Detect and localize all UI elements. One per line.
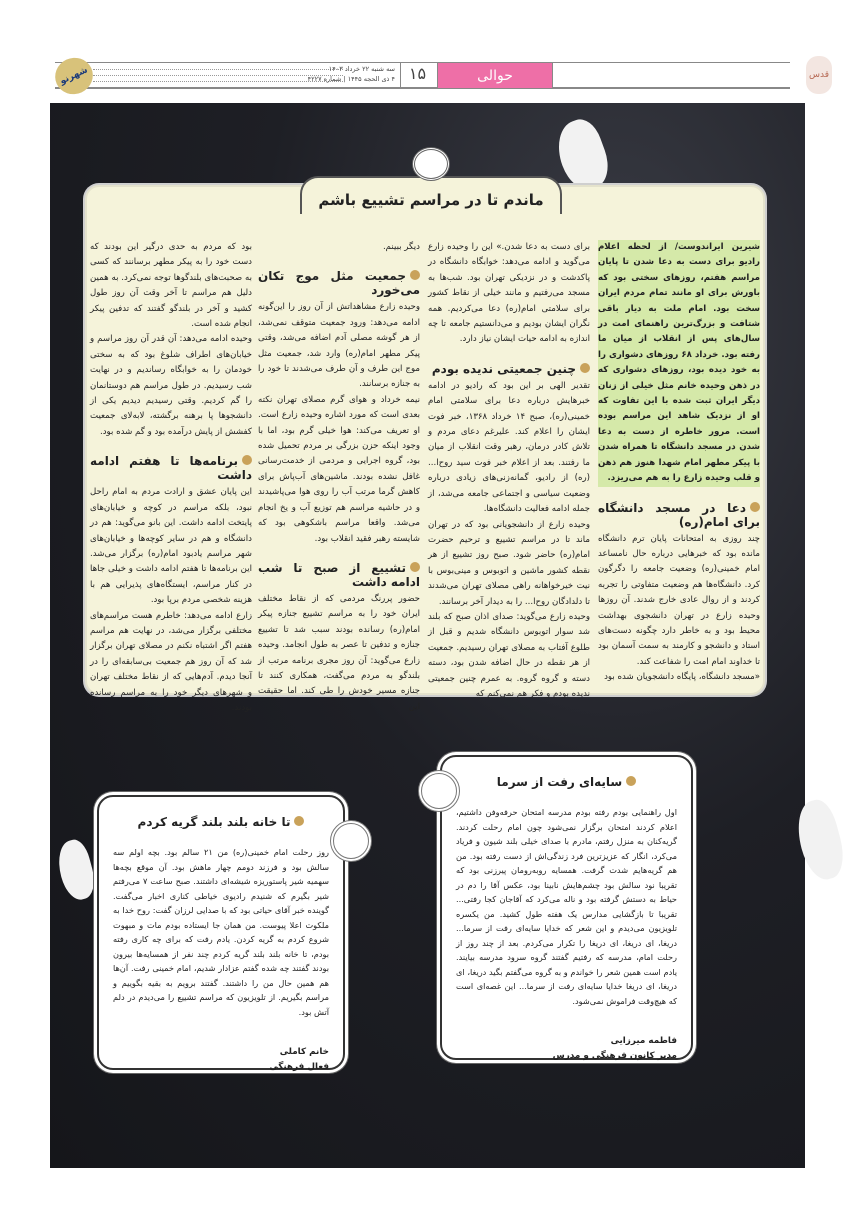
box-body: روز رحلت امام خمینی(ره) من ۲۱ سالم بود. بچه اولم سه سالش بود و فرزند دومم چهار ماهش بود. آن موقع بچه‌ها سهمیه شیر پاستوریزه شیشه‌ای داشتند. صبح ساعت ۷ می‌رفتم شیر بگیرم که شنیدم رادیوی خیاطی کناری اخبار می‌گفت. گوینده خبر آقای حیاتی بود که با صدایی لرزان گفت: روح خدا به ملکوت اعلا پیوست. من همان جا ایستاده بودم مات و مبهوت شروع کردم به گریه کردن. یادم رفت که برای چه کاری رفته بودم، تا خانه بلند بلند گریه کردم چند نفر از همسایه‌ها بیرون بودند گفتند چه شده گفتم عزادار شدیم، امام خمینی رفت. آن‌ها هم همین حال من را داشتند. گفتند برویم به بقیه بگوییم و مراسم بگیریم. از تلویزیون که مراسم تشییع را می‌دیدم در دلم آتش بود.: [113, 847, 329, 1017]
subheading: جمعیت مثل موج تکان می‌خورد: [258, 269, 420, 298]
lead-paragraph: [598, 240, 760, 487]
memoir-box-left: [97, 795, 345, 1070]
paragraph: وحیده زارع مشاهداتش از آن روز را این‌گونه ادامه می‌دهد: ورود جمعیت متوقف نمی‌شد، از هر گوشه مصلی آدم اضافه می‌شد، وقتی پیکر مطهر امام(ره) وارد شد، جمعیت مثل موج این طرف و آن طرف می‌شدند تا خود را به جنازه برسانند.: [258, 302, 420, 390]
memoir-box-right: [440, 755, 693, 1060]
article-column: [258, 240, 420, 715]
section-label: حوالی: [437, 63, 553, 88]
author-name: خانم کاملی: [279, 1047, 329, 1057]
signature: [442, 1034, 691, 1064]
subheading: دعا در مسجد دانشگاه برای امام(ره): [598, 500, 760, 529]
issue-date: [300, 64, 395, 84]
paragraph: وحیده زارع می‌گوید: صدای اذان صبح که بلند شد سوار اتوبوس دانشگاه شدیم و قبل از طلوع آفتاب به مصلای تهران رسیدیم. جمعیت از هر نقطه در حال اضافه شدن بود، دسته دسته و گروه گروه. به عمرم چنین جمعیتی ندیده بودم و فکر هم نمی‌کنم که: [428, 611, 590, 699]
paragraph: حضور پررنگ مردمی که از نقاط مختلف ایران خود را به مراسم تشییع جنازه پیکر امام(ره) رسانده بودند سبب شد تا تشییع جنازه و تدفین تا عصر به طول انجامد. وحیده زارع می‌گوید: آن روز مجری برنامه مرتب از بلندگو به مردم می‌گفت، همکاری کنند تا جنازه مسیر خودش را طی کند. اما حقیقت این: [258, 593, 420, 712]
subheading: برنامه‌ها تا هفتم ادامه داشت: [90, 454, 252, 483]
paragraph: بود که مردم به حدی درگیر این بودند که دست خود را به پیکر مطهر برسانند که کسی به صحبت‌های بلندگوها توجه نمی‌کرد. به همین دلیل هم مراسم تا آخر وقت آن روز طول کشید و آخر در بلندگو گفتند که تدفین پیکر انجام شده است.: [90, 242, 252, 330]
paragraph: چند روزی به امتحانات پایان ترم دانشگاه مانده بود که خبرهایی درباره حال نامساعد امام خمینی(ره) وضعیت جامعه را دگرگون کرد. دانشگاه‌ها هم وضعیت متفاوتی را تجربه کردند و از روال عادی خارج شدند. آن روزها وحیده زارع در تهران دانشجوی بهداشت محیط بود و به خاطر دارد چگونه دست‌های استاد و دانشجو و کارمند به سمت آسمان بود تا خداوند امام امت را شفاعت کند.: [598, 533, 760, 667]
page-number: ۱۵: [408, 64, 427, 83]
ornament-icon: [330, 820, 372, 862]
signature: [99, 1045, 343, 1075]
paragraph: این پایان عشق و ارادت مردم به امام راحل نبود، بلکه مراسم در کوچه و خیابان‌های پایتخت ادامه داشت. این بانو می‌گوید: هم در دانشگاه و هم در سایر کوچه‌ها و خیابان‌های شهر مراسم یادبود امام(ره) برگزار می‌شد. این برنامه‌ها تا هفتم ادامه داشت و خیلی جاها در کنار مراسم، ایستگاه‌های پذیرایی هم با هزینه شخصی مردم برپا بود.: [90, 487, 252, 606]
paragraph: دیگر ببینم.: [382, 242, 420, 252]
newspaper-logo: شهرنو: [49, 52, 99, 101]
paragraph: تقدیر الهی بر این بود که رادیو در ادامه خبرهایش درباره دعا برای سلامتی امام خمینی(ره)، صبح ۱۴ خرداد ۱۳۶۸، خبر فوت ایشان را اعلام کند. علیرغم دعای مردم و تلاش کادر درمان، رهبر وقت انقلاب از میان ما رفتند. بعد از اعلام خبر فوت سید روح‌ا...(ره) از رادیو، گمانه‌زنی‌های زیادی درباره وضعیت سیاسی و اجتماعی جامعه می‌شد، از جمله ادامه فعالیت دانشگاه‌ها.: [428, 380, 590, 515]
author-name: فاطمه میرزایی: [610, 1036, 677, 1046]
paragraph: وحیده ادامه می‌دهد: آن قدر آن روز مراسم و خیابان‌های اطراف شلوغ بود که به سختی خودمان را به خوابگاه رساندیم و در نهایت شب رسیدیم. در طول مراسم هم دوستانمان را گم کردیم. وقتی رسیدیم دیدیم یکی از دانشجوها پا برهنه برگشته، لابه‌لای جمعیت کفشش از پایش درآمده بود و گم شده بود.: [90, 334, 252, 437]
divider: [400, 63, 401, 88]
box-body: اول راهنمایی بودم رفته بودم مدرسه امتحان حرفه‌وفن داشتیم، اعلام کردند امتحان برگزار نمی‌شود چون امام رحلت کردند. گریه‌کنان به منزل رفتم، مادرم با صدای خیلی بلند شیون و فریاد می‌کرد، انگار که عزیزترین فرد زندگی‌اش از دست رفته بود. من هم گریه‌هایم شدت گرفت. همسایه روبه‌رومان پیرزنی بود که تقریبا نود سالش بود چشم‌هایش نابینا بود، عکس آقا را دم در حیاط به دستش گرفته بود و ناله می‌کرد که آقاجان کجا رفتی... تقریبا تا بازگشایی مدارس یک هفته طول کشید. من یکسره تلویزیون می‌دیدم و این شعر که خدایا سایه‌ای رفت از سرما... دریغا، ای دریغا، ای دریغا را تکرار می‌کردم. بعد از چند روز از رحلت امام، مدرسه که رفتیم گفتند گروه سرود مدرسه بیایند. یادم است همین شعر را خواندم و به گروه می‌گفتم بگید دریغا، ای دریغا، ای دریغا خدایا سایه‌ای رفت از سرما... این غصه‌ای است که هیچ‌وقت فراموش نمی‌شود.: [456, 807, 677, 1006]
ornament-icon: [418, 770, 460, 812]
publisher-logo: قدس: [806, 56, 832, 94]
box-title: سایه‌ای رفت از سرما: [442, 775, 691, 789]
subheading: تشییع از صبح تا شب ادامه داشت: [258, 560, 420, 589]
author-role: مدیر کانون فرهنگی و مدرس: [552, 1051, 677, 1061]
paragraph: «مسجد دانشگاه، پایگاه دانشجویان شده بود: [604, 672, 760, 683]
box-title: تا خانه بلند بلند گریه کردم: [99, 815, 343, 829]
article-column: [428, 240, 590, 702]
paragraph: برای دست به دعا شدن.» این را وحیده زارع می‌گوید و ادامه می‌دهد: خوابگاه دانشگاه در پاکدشت و در نزدیکی تهران بود. شب‌ها به مسجد می‌رفتیم و مانند خیلی از نقاط کشور برای سلامتی امام(ره) دعا می‌کردیم. همه نگران ایشان بودیم و می‌دانستیم جامعه تا چه اندازه به ادامه حیات ایشان نیاز دارد.: [428, 242, 590, 345]
article-column: [90, 240, 252, 716]
author-role: فعال فرهنگی: [269, 1062, 329, 1072]
date-line-1: سه شنبه ۲۲ خرداد ۱۴۰۳: [328, 65, 395, 73]
paragraph: وحیده زارع از دانشجویانی بود که در تهران ماند تا در مراسم تشییع و ترحیم حضرت امام(ره) حاضر شود. صبح روز تشییع از هر نقطه کشور ماشین و اتوبوس و مینی‌بوس با نیت خیرخواهانه راهی مصلای تهران می‌شدند تا دلدادگان روح‌ا... را به دیدار آخر برسانند.: [428, 519, 590, 607]
paragraph: نیمه خرداد و هوای گرم مصلای تهران نکته بعدی است که مورد اشاره وحیده زارع است. او تعریف می‌کند: هوا خیلی گرم بود، اما با وجود اینکه حزن بزرگی بر مردم تحمیل شده بود، گروه اجرایی و مردمی از خدمت‌رسانی غافل نشده بودند. ماشین‌های آب‌پاش برای کاهش گرما مرتب آب را روی هوا می‌پاشیدند و در حاشیه مراسم هم توزیع آب و یخ انجام می‌شد. واقعا مراسم باشکوهی بود که شایسته رهبر فقید انقلاب بود.: [258, 394, 420, 544]
subheading: چنین جمعیتی ندیده بودم: [428, 362, 590, 376]
lead-text: از لحظه اعلام رادیو برای دست به دعا شدن تا پایان مراسم هفتم، روزهای سختی بود که باورش برای او مانند تمام مردم ایران سخت بود. امام ملت به دیار باقی شتافت و بزرگ‌ترین راهنمای امت در سال‌های پس از انقلاب از میان ما رفته بود. خرداد ۶۸ روزهای دشواری را به خود دیده بود، روزهای دشواری که در ذهن وحیده خانم مثل خیلی از زنان دیگر ایران ثبت شده با این تفاوت که او از نزدیک شاهد این مراسم بوده است. مرور خاطره از دست به دعا شدن در مسجد دانشگاه تا همراه شدن با پیکر مطهر امام شهدا هنوز هم ذهن و قلب وحیده زارع را به هم می‌ریزد.: [598, 242, 760, 484]
paragraph: زارع ادامه می‌دهد: خاطرم هست مراسم‌های مختلفی برگزار می‌شد، در نهایت هم مراسم هفتم اگر اشتباه نکنم در مصلای تهران برگزار شد که آن روز هم جمعیت بی‌سابقه‌ای را در آنجا دیدم. آدم‌هایی که از نقاط مختلف تهران و شهرهای دیگر خود را به مراسم رسانده بودند.: [90, 610, 252, 713]
date-line-2: ۴ ذی الحجه ۱۴۴۵ | شماره ۴۲۲۷: [307, 75, 395, 83]
article-title: ماندم تا در مراسم تشییع باشم: [318, 191, 544, 209]
article-column: [598, 240, 760, 686]
ornament-icon: [412, 147, 450, 181]
byline: شیرین ایراندوست/: [674, 242, 760, 252]
